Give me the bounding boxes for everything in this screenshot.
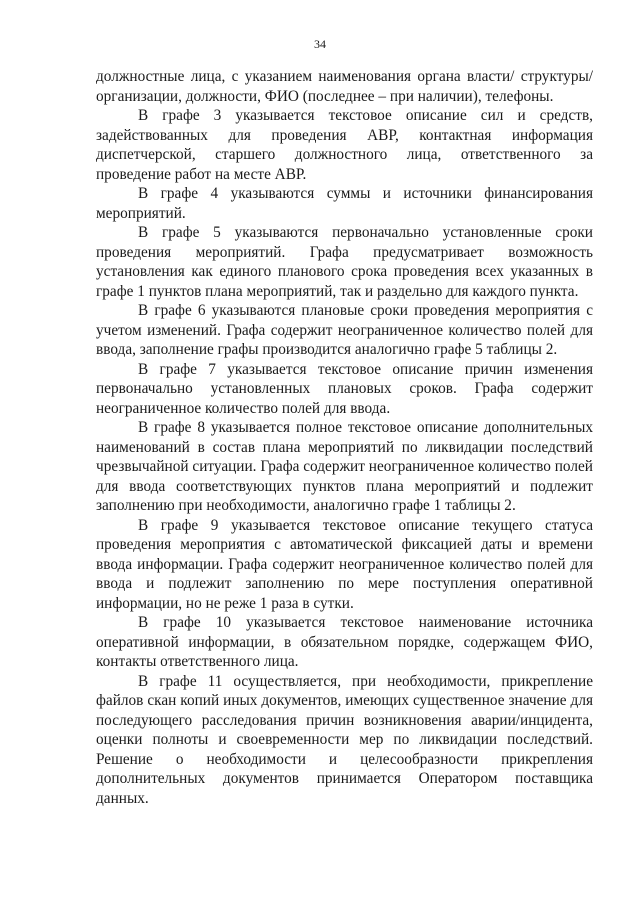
paragraph-continuation: должностные лица, с указанием наименования органа власти/ структуры/ организации, должности, ФИО (последнее – при наличии), телефоны.	[96, 68, 593, 105]
page-number: 34	[314, 37, 326, 51]
paragraph-column-6: В графе 6 указываются плановые сроки проведения мероприятия с учетом изменений. Графа содержит неограниченное количество полей для ввода, заполнение графы производится аналогично графе 5 таблицы 2.	[96, 302, 593, 358]
paragraph-column-3: В графе 3 указывается текстовое описание сил и средств, задействованных для проведения АВР, контактная информация диспетчерской, старшего должностного лица, ответственного за проведение работ на месте АВР.	[96, 107, 593, 183]
paragraph-column-7: В графе 7 указывается текстовое описание причин изменения первоначально установленных плановых сроков. Графа содержит неограниченное количество полей для ввода.	[96, 360, 593, 417]
paragraph-column-9: В графе 9 указывается текстовое описание текущего статуса проведения мероприятия с автоматической фиксацией даты и времени ввода информации. Графа содержит неограниченное количество полей для ввода и подлежит заполнению по мере поступления оперативной информации, но не реже 1 раза в сутки.	[96, 516, 593, 612]
paragraph-column-4: В графе 4 указываются суммы и источники финансирования мероприятий.	[96, 185, 593, 222]
paragraph-column-5: В графе 5 указываются первоначально установленные сроки проведения мероприятий. Графа предусматривает возможность установления как единого планового срока проведения всех указанных в графе 1 пунктов плана мероприятий, так и раздельно для каждого пункта.	[96, 224, 593, 300]
paragraph-column-10: В графе 10 указывается текстовое наименование источника оперативной информации, в обязательном порядке, содержащем ФИО, контакты ответственного лица.	[96, 614, 593, 670]
paragraph-column-8: В графе 8 указывается полное текстовое описание дополнительных наименований в состав плана мероприятий по ликвидации последствий чрезвычайной ситуации. Графа содержит неограниченное количество полей для ввода соответствующих пунктов плана мероприятий и подлежит заполнению при необходимости, аналогично графе 1 таблицы 2.	[96, 419, 593, 514]
document-body	[96, 67, 593, 808]
paragraph-column-11: В графе 11 осуществляется, при необходимости, прикрепление файлов скан копий иных документов, имеющих существенное значение для последующего расследования причин возникновения аварии/инцидента, оценки полноты и своевременности мер по ликвидации последствий. Решение о необходимости и целесообразности прикрепления дополнительных документов принимается Оператором поставщика данных.	[96, 672, 593, 807]
